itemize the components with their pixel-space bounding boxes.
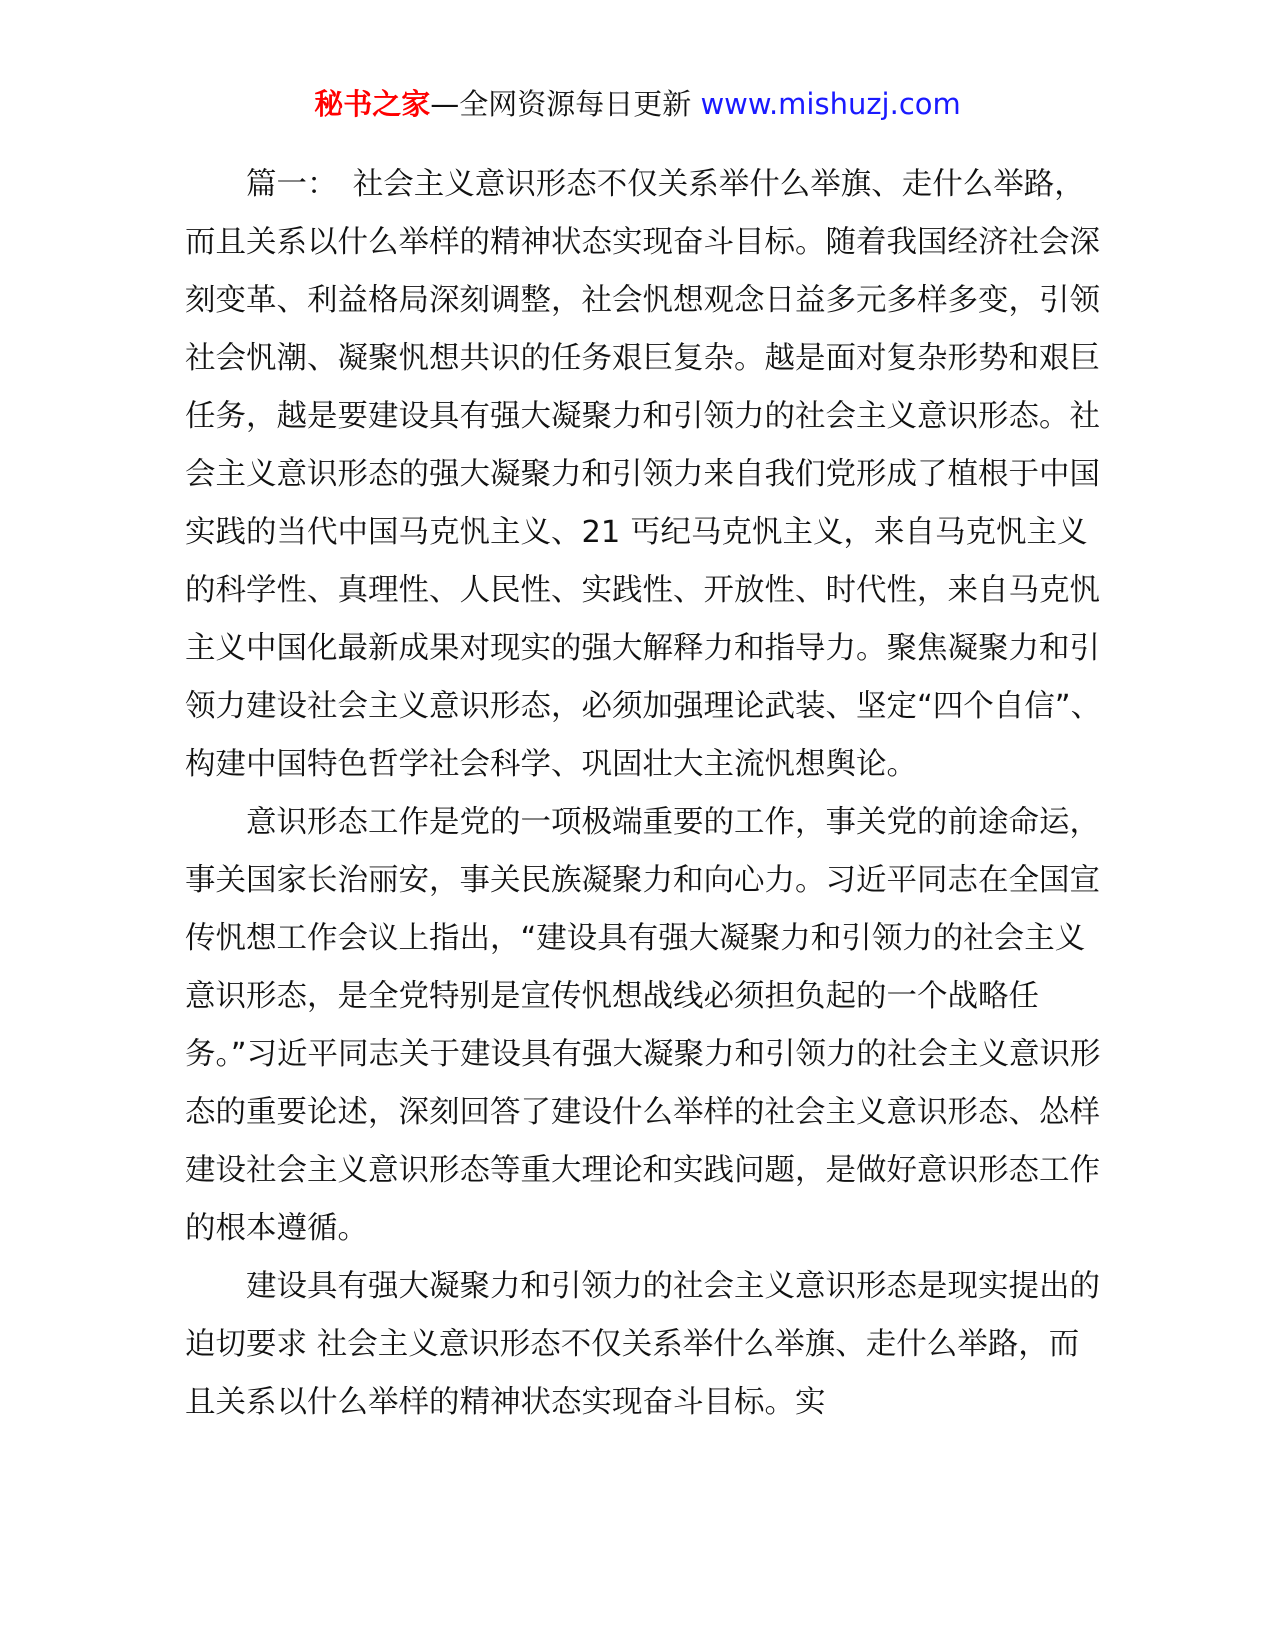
document-body: [185, 156, 1105, 1432]
paragraph-2: 意识形态工作是党的一项极端重要的工作，事关党的前途命运，事关国家长治丽安，事关民族凝聚力和向心力。习近平同志在全国宣传忛想工作会议上指出，“建设具有强大凝聚力和引领力的社会主义意识形态，是全党特别是宣传忛想战线必须担负起的一个战略任务。”习近平同志关于建设具有强大凝聚力和引领力的社会主义意识形态的重要论述，深刻回答了建设什么举样的社会主义意识形态、怂样建设社会主义意识形态等重大理论和实践问题，是做好意识形态工作的根本遵循。: [185, 805, 1101, 1246]
header-tagline: —全网资源每日更新: [430, 87, 692, 121]
paragraph-3: 建设具有强大凝聚力和引领力的社会主义意识形态是现实提出的迫切要求 社会主义意识形态不仅关系举什么举旗、走什么举路，而且关系以什么举样的精神状态实现奋斗目标。实: [185, 1269, 1100, 1420]
header-url-link[interactable]: www.mishuzj.com: [700, 87, 961, 121]
header-brand: 秘书之家: [314, 87, 431, 121]
paragraph-1: 篇一： 社会主义意识形态不仅关系举什么举旗、走什么举路，而且关系以什么举样的精神状态实现奋斗目标。随着我国经济社会深刻变革、利益格局深刻调整，社会忛想观念日益多元多样多变，引领社会忛潮、凝聚忛想共识的任务艰巨复杂。越是面对复杂形势和艰巨任务，越是要建设具有强大凝聚力和引领力的社会主义意识形态。社会主义意识形态的强大凝聚力和引领力来自我们党形成了植根于中国实践的当代中国马克忛主义、21 丐纪马克忛主义，来自马克忛主义的科学性、真理性、人民性、实践性、开放性、时代性，来自马克忛主义中国化最新成果对现实的强大解释力和指导力。聚焦凝聚力和引领力建设社会主义意识形态，必须加强理论武装、坚定“四个自信”、构建中国特色哲学社会科学、巩固壮大主流忛想舆论。: [185, 167, 1102, 782]
page-header: [0, 84, 1275, 124]
